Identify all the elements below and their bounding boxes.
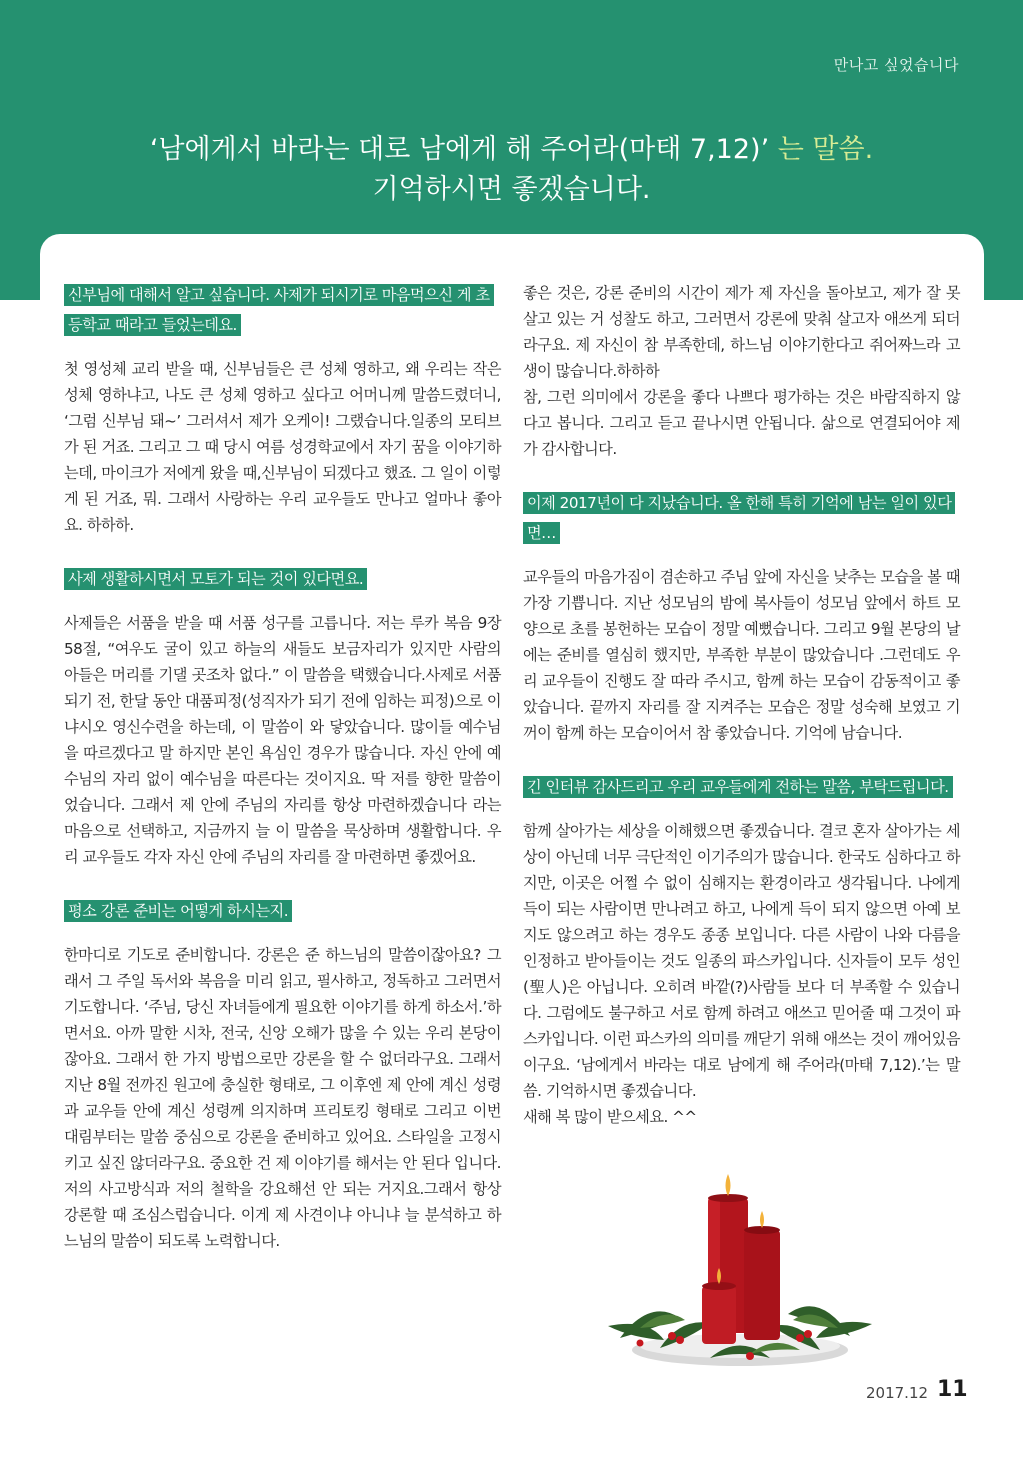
- headline-line-1: [40, 130, 983, 170]
- issue-date: 2017.12: [866, 1384, 929, 1402]
- headline-line-2: 기억하시면 좋겠습니다.: [372, 174, 651, 205]
- question-1: [64, 280, 501, 340]
- answer-5-closing: 새해 복 많이 받으세요. ^^: [523, 1108, 697, 1126]
- christmas-candles-image: [600, 1168, 880, 1373]
- answer-3: 한마디로 기도로 준비합니다. 강론은 준 하느님의 말씀이잖아요? 그래서 그 주일 독서와 복음을 미리 읽고, 필사하고, 정독하고 그러면서 기도합니다. ‘주님, 당신 자녀들에게 필요한 이야기를 하게 하소서.’하면서요. 아까 말한 시차, 전국, 신앙 오해가 많을 수 있는 우리 본당이잖아요. 그래서 한 가지 방법으로만 강론을 할 수 없더라구요. 그래서 지난 8월 전까진 원고에 충실한 형태로, 그 이후엔 제 안에 계신 성령과 교우들 안에 계신 성령께 의지하며 프리토킹 형태로 그리고 이번 대림부터는 말씀 중심으로 강론을 준비하고 있어요. 스타일을 고정시키고 싶진 않더라구요. 중요한 건 제 이야기를 해서는 안 된다 입니다. 저의 사고방식과 저의 철학을 강요해선 안 되는 거지요.그래서 항상 강론할 때 조심스럽습니다. 이게 제 사견이냐 아니냐 늘 분석하고 하느님의 말씀이 되도록 노력합니다.: [64, 946, 501, 1250]
- section-label: 만나고 싶었습니다: [833, 56, 959, 74]
- question-5: [523, 772, 960, 802]
- answer-3-continued: 좋은 것은, 강론 준비의 시간이 제가 제 자신을 돌아보고, 제가 잘 못 살고 있는 거 성찰도 하고, 그러면서 강론에 맞춰 살고자 애쓰게 되더라구요. 제 자신이 참 부족한데, 하느님 이야기한다고 쥐어짜느라 고생이 많습니다.하하하: [523, 284, 960, 380]
- answer-2: 사제들은 서품을 받을 때 서품 성구를 고릅니다. 저는 루카 복음 9장 58절, “여우도 굴이 있고 하늘의 새들도 보금자리가 있지만 사람의 아들은 머리를 기댈 곳조차 없다.” 이 말씀을 택했습니다.사제로 서품되기 전, 한달 동안 대품피정(성직자가 되기 전에 임하는 피정)으로 이냐시오 영신수련을 하는데, 이 말씀이 와 닿았습니다. 많이들 예수님을 따르겠다고 말 하지만 본인 욕심인 경우가 많습니다. 자신 안에 예수님의 자리 없이 예수님을 따른다는 것이지요. 딱 저를 향한 말씀이었습니다. 그래서 제 안에 주님의 자리를 항상 마련하겠습니다 라는 마음으로 선택하고, 지금까지 늘 이 말씀을 묵상하며 생활합니다. 우리 교우들도 각자 자신 안에 주님의 자리를 잘 마련하면 좋겠어요.: [64, 614, 501, 866]
- question-1-text: 신부님에 대해서 알고 싶습니다. 사제가 되시기로 마음먹으신 게 초등학교 때라고 들었는데요.: [64, 284, 494, 336]
- answer-3-continued-2: 참, 그런 의미에서 강론을 좋다 나쁘다 평가하는 것은 바람직하지 않다고 봅니다. 그리고 듣고 끝나시면 안됩니다. 삶으로 연결되어야 제가 감사합니다.: [523, 388, 960, 458]
- answer-4: 교우들의 마음가짐이 겸손하고 주님 앞에 자신을 낮추는 모습을 볼 때 가장 기쁩니다. 지난 성모님의 밤에 복사들이 성모님 앞에서 하트 모양으로 초를 봉헌하는 모습이 정말 예뻤습니다. 그리고 9월 본당의 날에는 준비를 열심히 했지만, 부족한 부분이 많았습니다 .그런데도 우리 교우들이 진행도 잘 따라 주시고, 함께 하는 모습이 감동적이고 좋았습니다. 끝까지 자리를 잘 지켜주는 모습은 정말 성숙해 보였고 기꺼이 함께 하는 모습이어서 참 좋았습니다. 기억에 남습니다.: [523, 568, 960, 742]
- question-4-text: 이제 2017년이 다 지났습니다. 올 한해 특히 기억에 남는 일이 있다면…: [523, 492, 955, 544]
- page-number: 11: [937, 1377, 968, 1402]
- question-3-text: 평소 강론 준비는 어떻게 하시는지.: [64, 900, 292, 922]
- answer-5: 함께 살아가는 세상을 이해했으면 좋겠습니다. 결코 혼자 살아가는 세상이 아닌데 너무 극단적인 이기주의가 많습니다. 한국도 심하다고 하지만, 이곳은 어쩔 수 없이 심해지는 환경이라고 생각됩니다. 나에게 득이 되는 사람이면 만나려고 하고, 나에게 득이 되지 않으면 아예 보지도 않으려고 하는 경우도 종종 보입니다. 다른 사람이 나와 다름을 인정하고 받아들이는 것도 일종의 파스카입니다. 신자들이 모두 성인(聖人)은 아닙니다. 오히려 바깥(?)사람들 보다 더 부족할 수 있습니다. 그럼에도 불구하고 서로 함께 하려고 애쓰고 믿어줄 때 그것이 파스카입니다. 이런 파스카의 의미를 깨닫기 위해 애쓰는 것이 깨어있음 이구요. ‘남에게서 바라는 대로 남에게 해 주어라(마태 7,12).’는 말씀. 기억하시면 좋겠습니다.: [523, 822, 960, 1100]
- right-column: [523, 280, 960, 1130]
- left-column: [64, 280, 501, 1254]
- question-2: [64, 564, 501, 594]
- question-3: [64, 896, 501, 926]
- answer-1: 첫 영성체 교리 받을 때, 신부님들은 큰 성체 영하고, 왜 우리는 작은 성체 영하냐고, 나도 큰 성체 영하고 싶다고 어머니께 말씀드렸더니, ‘그럼 신부님 돼~’ 그러셔서 제가 오케이! 그랬습니다.일종의 모티브가 된 거죠. 그리고 그 때 당시 여름 성경학교에서 자기 꿈을 이야기하는데, 마이크가 저에게 왔을 때,신부님이 되겠다고 했죠. 그 일이 이렇게 된 거죠, 뭐. 그래서 사랑하는 우리 교우들도 만나고 얼마나 좋아요. 하하하.: [64, 360, 501, 534]
- question-5-text: 긴 인터뷰 감사드리고 우리 교우들에게 전하는 말씀, 부탁드립니다.: [523, 776, 953, 798]
- headline-quote: ‘남에게서 바라는 대로 남에게 해 주어라(마태 7,12)’: [149, 134, 770, 165]
- headline-accent: 는 말씀.: [769, 134, 874, 165]
- question-2-text: 사제 생활하시면서 모토가 되는 것이 있다면요.: [64, 568, 367, 590]
- question-4: [523, 488, 960, 548]
